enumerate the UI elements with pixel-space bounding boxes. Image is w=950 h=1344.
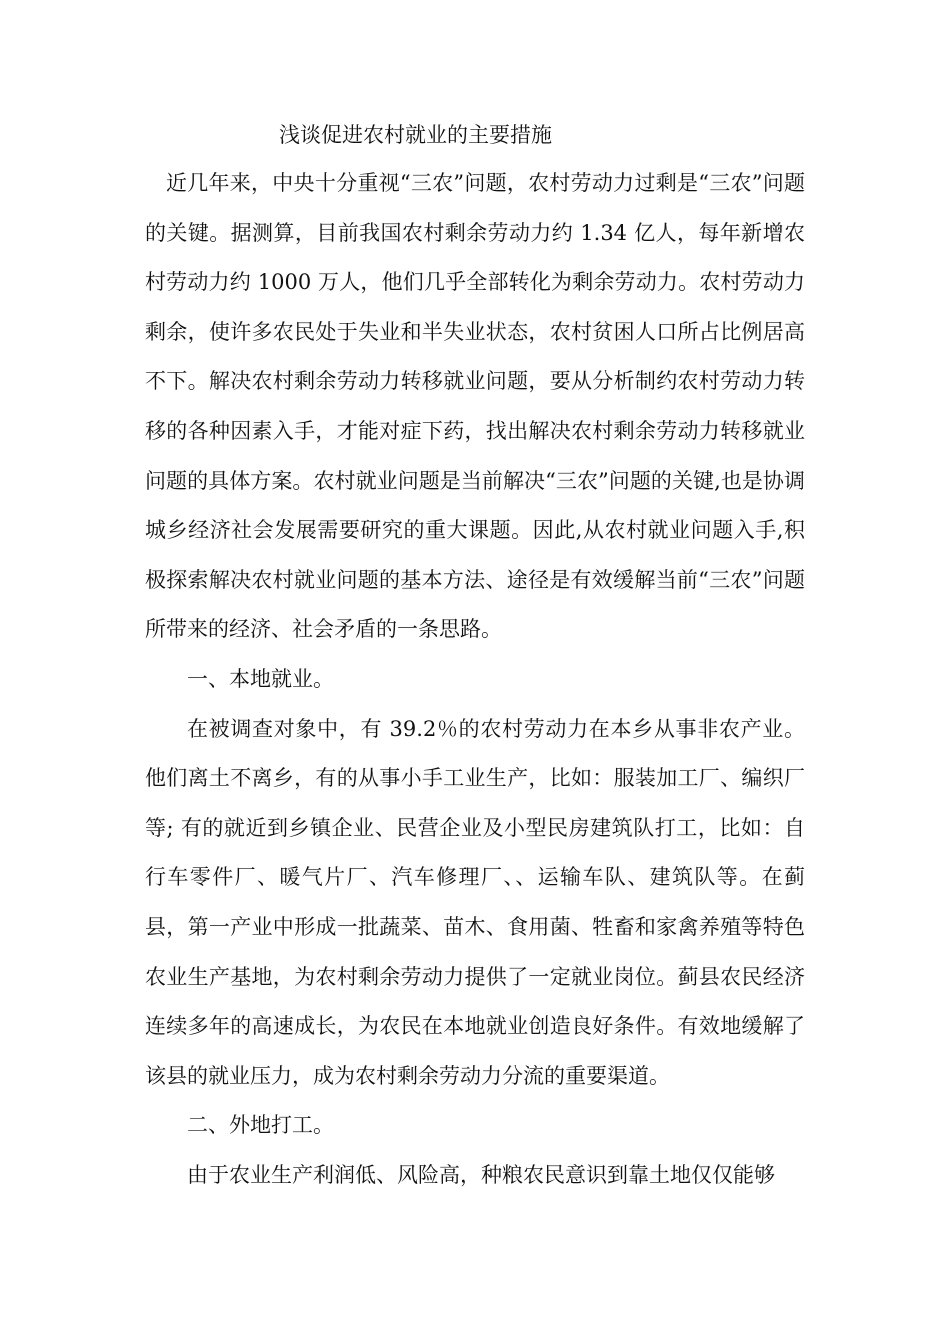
document-page xyxy=(145,117,805,1200)
section-body-local-employment: 在被调查对象中，有 39.2％的农村劳动力在本乡从事非农产业。他们离土不离乡，有的从事小手工业生产，比如：服装加工厂、编织厂等; 有的就近到乡镇企业、民营企业及小型民房建筑队打工，比如：自行车零件厂、暖气片厂、汽车修理厂、、运输车队、建筑队等。在蓟县，第一产业中形成一批蔬菜、苗木、食用菌、牲畜和家禽养殖等特色农业生产基地，为农村剩余劳动力提供了一定就业岗位。蓟县农民经济连续多年的高速成长，为农民在本地就业创造良好条件。有效地缓解了该县的就业压力，成为农村剩余劳动力分流的重要渠道。 xyxy=(145,716,805,1088)
section-heading-local-employment: 一、本地就业。 xyxy=(187,666,334,691)
document-title: 浅谈促进农村就业的主要措施 xyxy=(279,123,552,147)
intro-paragraph: 近几年来，中央十分重视“三农”问题，农村劳动力过剩是“三农”问题的关键。据测算，目前我国农村剩余劳动力约 1.34 亿人，每年新增农村劳动力约 1000 万人，他们几乎全部转化为剩余劳动力。农村劳动力剩余，使许多农民处于失业和半失业状态，农村贫困人口所占比例居高不下。解决农村剩余劳动力转移就业问题，要从分析制约农村劳动力转移的各种因素入手，才能对症下药，找出解决农村剩余劳动力转移就业问题的具体方案。农村就业问题是当前解决“三农”问题的关键,也是协调城乡经济社会发展需要研究的重大课题。因此,从农村就业问题入手,积极探索解决农村就业问题的基本方法、途径是有效缓解当前“三农”问题所带来的经济、社会矛盾的一条思路。 xyxy=(145,171,805,642)
section-heading-migrant-work: 二、外地打工。 xyxy=(187,1113,334,1138)
section-body-migrant-work: 由于农业生产利润低、风险高，种粮农民意识到靠土地仅仅能够 xyxy=(187,1162,775,1187)
